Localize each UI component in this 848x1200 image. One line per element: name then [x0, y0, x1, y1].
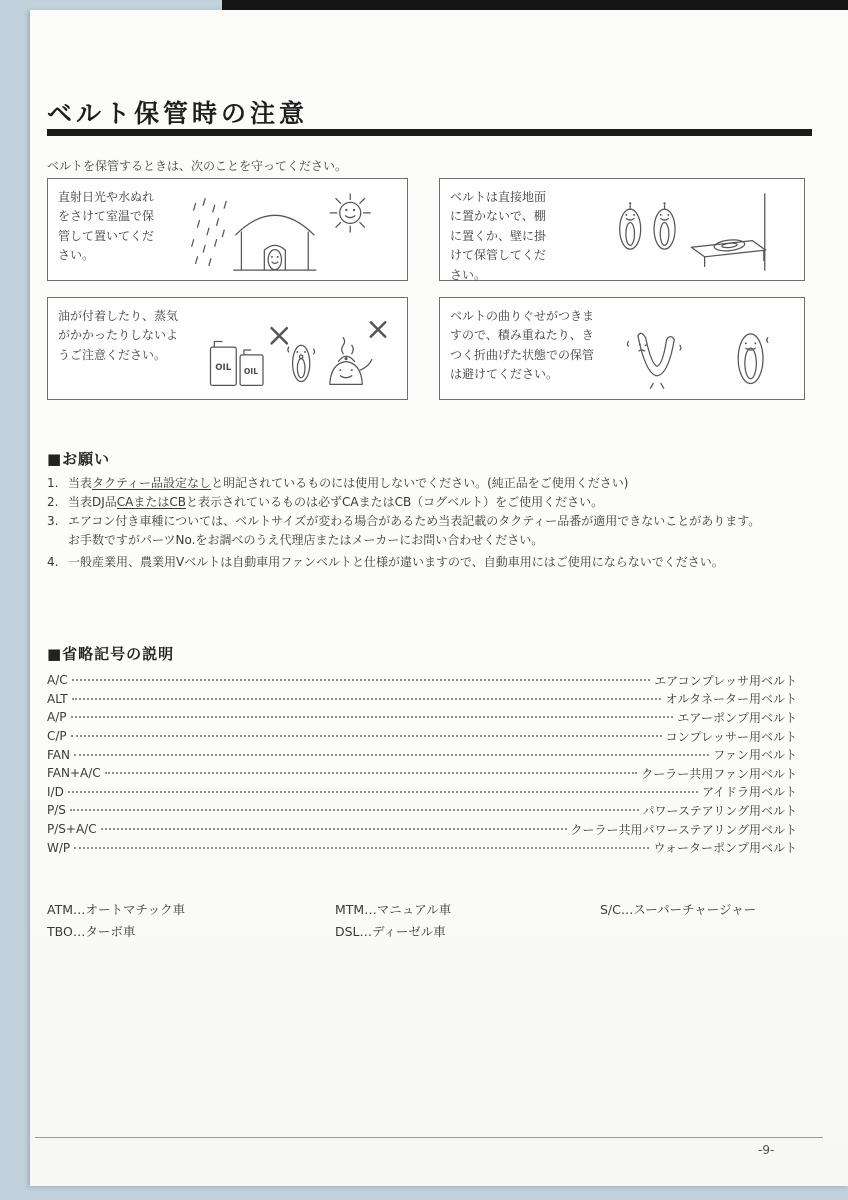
- onegai-heading: ■お願い: [47, 450, 111, 468]
- dotted-leader: [101, 828, 567, 830]
- abbr-description: エアーポンプ用ベルト: [677, 710, 797, 725]
- item-number: 1.: [47, 476, 59, 490]
- abbr-description: アイドラ用ベルト: [702, 785, 797, 800]
- item-number: 3.: [47, 514, 59, 528]
- intro-text: ベルトを保管するときは、次のことを守ってください。: [47, 159, 348, 173]
- abbr-code: A/C: [47, 673, 68, 688]
- onegai-item-4: [47, 553, 815, 572]
- dotted-leader: [68, 791, 698, 793]
- shelf-illustration-svg: [554, 190, 798, 274]
- abbr-row: [47, 820, 797, 839]
- bent-belt-illustration-svg: [602, 309, 798, 393]
- footer-rule: [35, 1137, 823, 1138]
- storage-box-oil: [47, 297, 408, 400]
- abbr-code: P/S+A/C: [47, 822, 97, 837]
- abbr-code: I/D: [47, 784, 64, 799]
- sun-rain-house-illustration: [162, 188, 401, 275]
- shelf-storage-illustration: [554, 188, 798, 275]
- bent-belt-warning-illustration: [602, 307, 798, 394]
- abbr-description: エアコンプレッサ用ベルト: [654, 673, 797, 688]
- abbr-description: オルタネーター用ベルト: [665, 692, 797, 707]
- dotted-leader: [70, 809, 639, 811]
- abbr-description: コンプレッサー用ベルト: [665, 729, 797, 744]
- onegai-list: [47, 474, 815, 572]
- abbr-code: W/P: [47, 840, 71, 855]
- house-illustration-svg: [162, 190, 401, 274]
- abbr-row: [47, 727, 797, 746]
- dotted-leader: [74, 754, 709, 756]
- onegai-item-3: [47, 512, 815, 550]
- vehicle-type-item: TBO…ターボ車: [47, 924, 136, 939]
- onegai-item-2: [47, 493, 815, 512]
- dotted-leader: [71, 716, 674, 718]
- page-title: ベルト保管時の注意: [47, 99, 309, 128]
- abbr-code: FAN: [47, 747, 70, 762]
- storage-box-shelf: [439, 178, 805, 281]
- item-text: [68, 553, 815, 572]
- item-number: 4.: [47, 555, 59, 569]
- dotted-leader: [72, 679, 651, 681]
- item-text-pre: 当表DJ品: [68, 495, 117, 509]
- abbr-description: ファン用ベルト: [713, 748, 797, 763]
- storage-box-text: 直射日光や水ぬれをさけて室温で保管して置いてください。: [58, 190, 155, 263]
- dotted-leader: [71, 735, 662, 737]
- item-text-continuation: お手数ですがパーツNo.をお調べのうえ代理店またはメーカーにお問い合わせください。: [68, 533, 544, 547]
- item-text-pre: エアコン付き車種については、ベルトサイズが変わる場合があるため当表記載のタクティー品番が適用できないことがあります。: [68, 514, 761, 528]
- abbr-row: [47, 783, 797, 802]
- abbr-description: ウォーターポンプ用ベルト: [653, 841, 797, 856]
- item-text-pre: 当表: [68, 476, 93, 490]
- abbr-row: [47, 764, 797, 783]
- item-number: 2.: [47, 495, 59, 509]
- item-text-underlined: タクティー品設定なし: [92, 476, 212, 490]
- oil-illustration-svg: [188, 309, 401, 393]
- oil-steam-warning-illustration: [188, 307, 401, 394]
- abbr-code: A/P: [47, 710, 67, 725]
- abbr-row: [47, 745, 797, 764]
- vehicle-type-item: S/C…スーパーチャージャー: [600, 902, 757, 917]
- item-text: [68, 493, 815, 512]
- title-rule: [47, 129, 812, 136]
- abbr-row: [47, 838, 797, 857]
- storage-box-text: ベルトの曲りぐせがつきますので、積み重ねたり、きつく折曲げた状態での保管は避けてください。: [450, 309, 595, 382]
- paper: [30, 10, 848, 1186]
- item-text: [68, 474, 815, 493]
- abbr-description: クーラー共用パワーステアリング用ベルト: [570, 822, 797, 837]
- abbr-row: [47, 690, 797, 709]
- abbr-row: [47, 708, 797, 727]
- vehicle-row: [47, 920, 812, 942]
- item-text-pre: 一般産業用、農業用Vベルトは自動車用ファンベルトと仕様が違いますので、自動車用にはご使用にならないでください。: [68, 555, 724, 569]
- page-number: -9-: [758, 1143, 775, 1157]
- abbr-code: FAN+A/C: [47, 766, 101, 781]
- abbr-row: [47, 671, 797, 690]
- abbr-code: C/P: [47, 729, 67, 744]
- dotted-leader: [72, 698, 662, 700]
- item-text: [68, 512, 815, 550]
- abbr-description: クーラー共用ファン用ベルト: [641, 766, 797, 781]
- item-text-post: と表示されているものは必ずCAまたはCB（コグベルト）をご使用ください。: [185, 495, 604, 509]
- abbr-row: [47, 801, 797, 820]
- vehicle-type-item: DSL…ディーゼル車: [335, 924, 446, 939]
- dotted-leader: [74, 847, 649, 849]
- storage-box-text: 油が付着したり、蒸気がかかったりしないようご注意ください。: [58, 309, 179, 362]
- dotted-leader: [105, 772, 638, 774]
- vehicle-row: [47, 898, 812, 920]
- vehicle-type-table: [47, 898, 812, 942]
- onegai-item-1: [47, 474, 815, 493]
- item-text-underlined: CAまたはCB: [116, 495, 186, 509]
- abbr-code: ALT: [47, 691, 68, 706]
- abbr-code: P/S: [47, 803, 66, 818]
- abbr-description: パワーステアリング用ベルト: [642, 803, 797, 818]
- abbreviation-heading: ■省略記号の説明: [47, 645, 175, 663]
- storage-box-text: ベルトは直接地面に置かないで、棚に置くか、壁に掛けて保管してください。: [450, 190, 547, 282]
- scan-edge-bar: [222, 0, 848, 10]
- storage-box-bending: [439, 297, 805, 400]
- oil-can-label: OIL: [215, 362, 232, 373]
- vehicle-type-item: ATM…オートマチック車: [47, 902, 186, 917]
- abbreviation-list: [47, 671, 797, 857]
- vehicle-type-item: MTM…マニュアル車: [335, 902, 452, 917]
- storage-box-sunlight: [47, 178, 408, 281]
- item-text-post: と明記されているものには使用しないでください。(純正品をご使用ください): [211, 476, 629, 490]
- oil-can-label: OIL: [243, 366, 259, 376]
